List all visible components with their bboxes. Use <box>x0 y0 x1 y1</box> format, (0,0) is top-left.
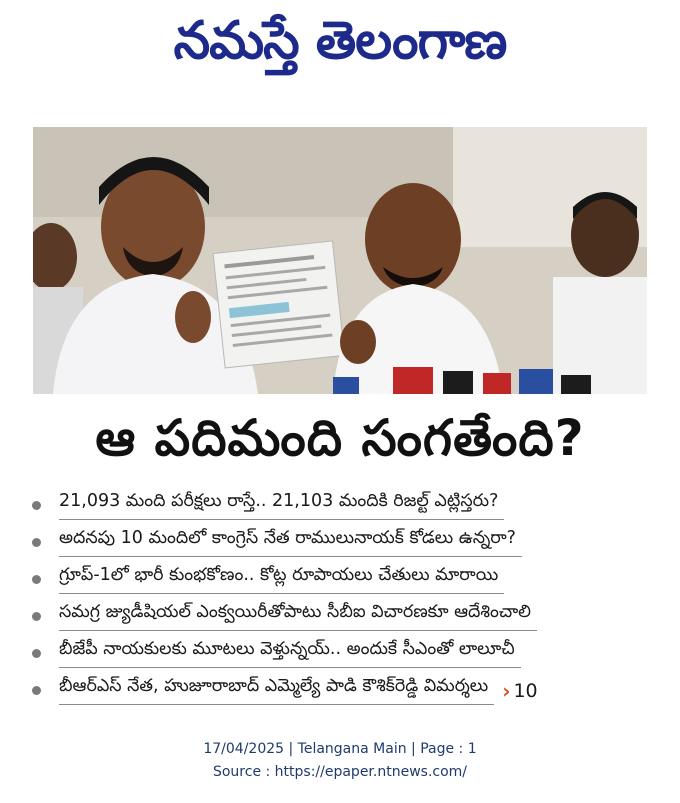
bullet-dot <box>32 612 41 621</box>
bullet-list <box>24 487 664 709</box>
masthead-title: నమస్తే తెలంగాణ <box>173 11 507 71</box>
newspaper-masthead <box>0 6 680 76</box>
bullet-dot <box>32 686 41 695</box>
list-item <box>24 524 664 561</box>
bullet-dot <box>32 649 41 658</box>
bullet-text: బీఆర్ఎస్ నేత, హుజూరాబాద్ ఎమ్మెల్యే పాడి కౌశిక్‌రెడ్డి విమర్శలు <box>59 676 494 705</box>
headline-text: ఆ పదిమంది సంగతేంది? <box>95 409 585 467</box>
bullet-text: గ్రూప్-1లో భారీ కుంభకోణం.. కోట్ల రూపాయలు చేతులు మారాయి <box>59 565 504 594</box>
bullet-dot <box>32 501 41 510</box>
bullet-text: అదనపు 10 మందిలో కాంగ్రెస్ నేత రాములునాయక్ కోడలు ఉన్నరా? <box>59 528 522 557</box>
footer-date-line: 17/04/2025 | Telangana Main | Page : 1 <box>203 741 477 757</box>
bullet-text: 21,093 మంది పరీక్షలు రాస్తే.. 21,103 మందికి రిజల్ట్ ఎట్లిస్తరు? <box>59 491 504 520</box>
bullet-text: బీజేపీ నాయకులకు మూటలు వెళ్తున్నయ్.. అందుకే సీఎంతో లాలూచీ <box>59 639 521 668</box>
list-item <box>24 598 664 635</box>
bullet-dot <box>32 538 41 547</box>
list-item <box>24 561 664 598</box>
bullet-text: సమగ్ర జ్యుడీషియల్ ఎంక్వయిరీతోపాటు సీబీఐ విచారణకూ ఆదేశించాలి <box>59 602 537 631</box>
news-photo <box>33 127 647 394</box>
headline <box>0 398 680 478</box>
list-item <box>24 487 664 524</box>
bullet-dot <box>32 575 41 584</box>
list-item <box>24 635 664 672</box>
chevron-right-icon: › <box>502 678 511 703</box>
list-item <box>24 672 664 709</box>
footer-source-line: Source : https://epaper.ntnews.com/ <box>212 764 468 780</box>
page-reference: 10 <box>513 679 538 702</box>
